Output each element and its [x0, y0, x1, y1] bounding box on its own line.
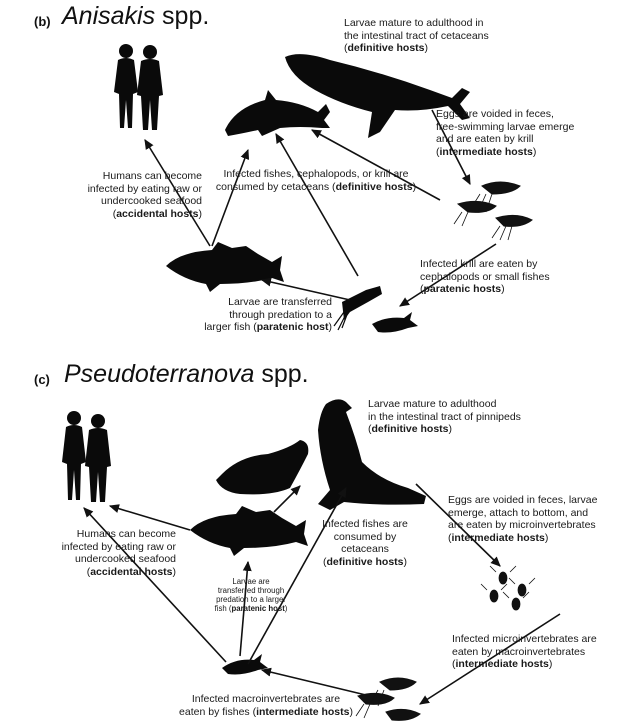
label-infected-fishes-c: Infected fishes are consumed by cetaceans (definitive hosts)	[322, 518, 408, 568]
dolphin-silhouette	[225, 90, 330, 136]
label-eggs-c: Eggs are voided in feces, larvae emerge, attach to bottom, and are eaten by microinvertebrates (intermediate hosts)	[448, 494, 598, 544]
label-cetacean-mature: Larvae mature to adulthood in the intestinal tract of cetaceans (definitive hosts)	[344, 17, 489, 54]
panel-b-suffix: spp.	[155, 2, 210, 30]
panel-c-letter: (c)	[34, 372, 50, 387]
cod-silhouette-c	[190, 506, 308, 556]
panel-b-letter: (b)	[34, 14, 51, 29]
small-fish-silhouette-b	[372, 312, 418, 333]
label-transfer-b: Larvae are transferred through predation to a larger fish (paratenic host)	[204, 296, 332, 333]
label-infected-fishes-b: Infected fishes, cephalopods, or krill are consumed by cetaceans (definitive hosts)	[215, 168, 417, 193]
panel-b-genus: Anisakis	[62, 2, 156, 30]
panel-b-title	[62, 2, 209, 31]
humans-silhouette-b	[114, 44, 163, 130]
label-humans-b: Humans can become infected by eating raw or undercooked seafood (accidental hosts)	[87, 170, 202, 220]
label-krill-b: Infected krill are eaten by cephalopods or small fishes (paratenic hosts)	[420, 258, 550, 295]
label-eggs-b: Eggs are voided in feces, free-swimming larvae emerge and are eaten by krill (intermediate hosts)	[436, 108, 575, 158]
small-fish-silhouette-c	[222, 654, 268, 675]
label-macroinvertebrates: Infected macroinvertebrates are eaten by fishes (intermediate hosts)	[179, 693, 353, 718]
label-microinvertebrates: Infected microinvertebrates are eaten by macroinvertebrates (intermediate hosts)	[452, 633, 597, 670]
copepod-silhouettes	[481, 566, 535, 610]
panel-c-suffix: spp.	[254, 360, 309, 388]
seal-silhouette	[216, 440, 308, 494]
krill-silhouettes-b	[454, 182, 532, 240]
label-transfer-c: Larvae are transferred through predation to a larger fish (paratenic host)	[214, 577, 288, 613]
label-humans-c: Humans can become infected by eating raw or undercooked seafood (accidental hosts)	[61, 528, 176, 578]
cod-silhouette-b	[166, 242, 284, 292]
humans-silhouette-c	[62, 411, 111, 502]
label-pinniped: Larvae mature to adulthood in the intestinal tract of pinnipeds (definitive hosts)	[368, 398, 521, 435]
panel-c-title	[64, 360, 309, 389]
panel-c-genus: Pseudoterranova	[64, 360, 255, 388]
